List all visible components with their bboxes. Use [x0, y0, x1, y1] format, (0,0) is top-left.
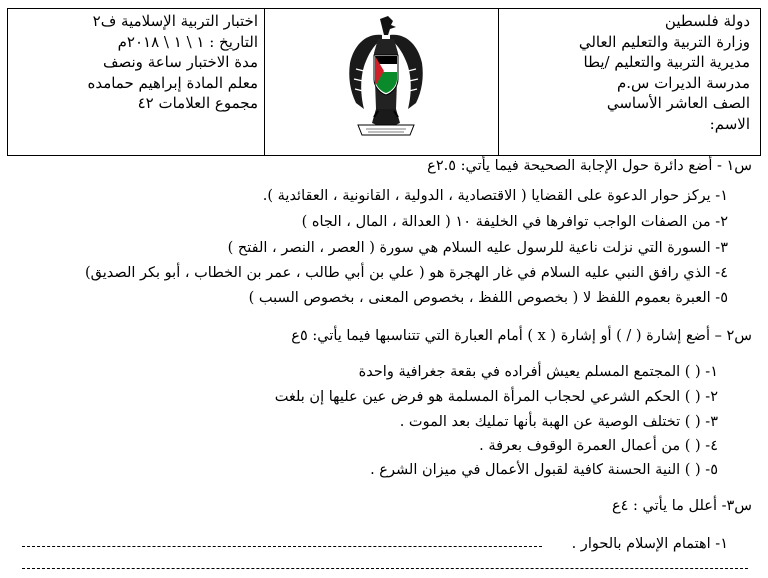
exam-header [7, 8, 761, 156]
question-1-item-4: ٤- الذي رافق النبي عليه السلام في غار الهجرة هو ( علي بن أبي طالب ، عمر بن الخطاب ، أبو بكر الصديق) [85, 265, 728, 281]
question-3-title: س٣- أعلل ما يأتي : ٤ع [611, 498, 752, 514]
question-2-item-5: ٥- ( ) النية الحسنة كافية لقبول الأعمال في ميزان الشرع . [370, 462, 718, 478]
school-info [500, 11, 750, 134]
question-1-item-3: ٣- السورة التي نزلت ناعية للرسول عليه السلام هي سورة ( العصر ، النصر ، الفتح ) [227, 240, 728, 256]
question-3-item-1: ١- اهتمام الإسلام بالحوار . [571, 536, 728, 552]
directorate-name: مديرية التربية والتعليم /يطا [583, 53, 750, 71]
ministry-name: وزارة التربية والتعليم العالي [578, 32, 750, 51]
question-1-item-2: ٢- من الصفات الواجب توافرها في الخليفة ١٠ ( العدالة ، المال ، الجاه ) [301, 214, 728, 230]
question-2-title: س٢ – أضع إشارة ( / ) أو إشارة ( x ) أمام العبارة التي تتناسبها فيما يأتي: ٥ع [291, 328, 752, 344]
student-name-label: الاسم: [709, 114, 750, 133]
exam-duration: مدة الاختبار ساعة ونصف [102, 53, 258, 71]
question-2-item-4: ٤- ( ) من أعمال العمرة الوقوف بعرفة . [479, 438, 718, 454]
question-2-item-2: ٢- ( ) الحكم الشرعي لحجاب المرأة المسلمة هو فرض عين عليها إن بلغت [274, 389, 718, 405]
header-divider-left [264, 9, 265, 155]
state-name: دولة فلسطين [664, 12, 750, 30]
header-divider-right [498, 9, 499, 155]
question-1-item-5: ٥- العبرة بعموم اللفظ لا ( بخصوص اللفظ ، بخصوص المعنى ، بخصوص السبب ) [248, 290, 728, 306]
total-marks: مجموع العلامات ٤٢ [137, 94, 258, 112]
teacher-name: معلم المادة إبراهيم حمامده [87, 73, 258, 92]
palestinian-eagle-emblem-icon [344, 13, 428, 149]
question-2-item-1: ١- ( ) المجتمع المسلم يعيش أفراده في بقعة جغرافية واحدة [358, 364, 718, 380]
answer-line-2[interactable] [22, 568, 748, 569]
grade-label: الصف العاشر الأساسي [606, 94, 750, 112]
question-1-title: س١ - أضع دائرة حول الإجابة الصحيحة فيما يأتي: ٢.٥ع [427, 158, 752, 174]
exam-title: اختبار التربية الإسلامية ف٢ [92, 12, 258, 30]
question-1-item-1: ١- يركز حوار الدعوة على القضايا ( الاقتصادية ، الدولية ، القانونية ، العقائدية ). [262, 188, 728, 204]
exam-info [16, 11, 262, 114]
school-name: مدرسة الديرات س.م [616, 73, 750, 92]
exam-date: التاريخ : ١ \ ١ \ ٢٠١٨م [117, 32, 258, 51]
question-2-item-3: ٣- ( ) تختلف الوصية عن الهبة بأنها تمليك بعد الموت . [399, 414, 718, 430]
answer-line-1[interactable] [22, 546, 542, 547]
